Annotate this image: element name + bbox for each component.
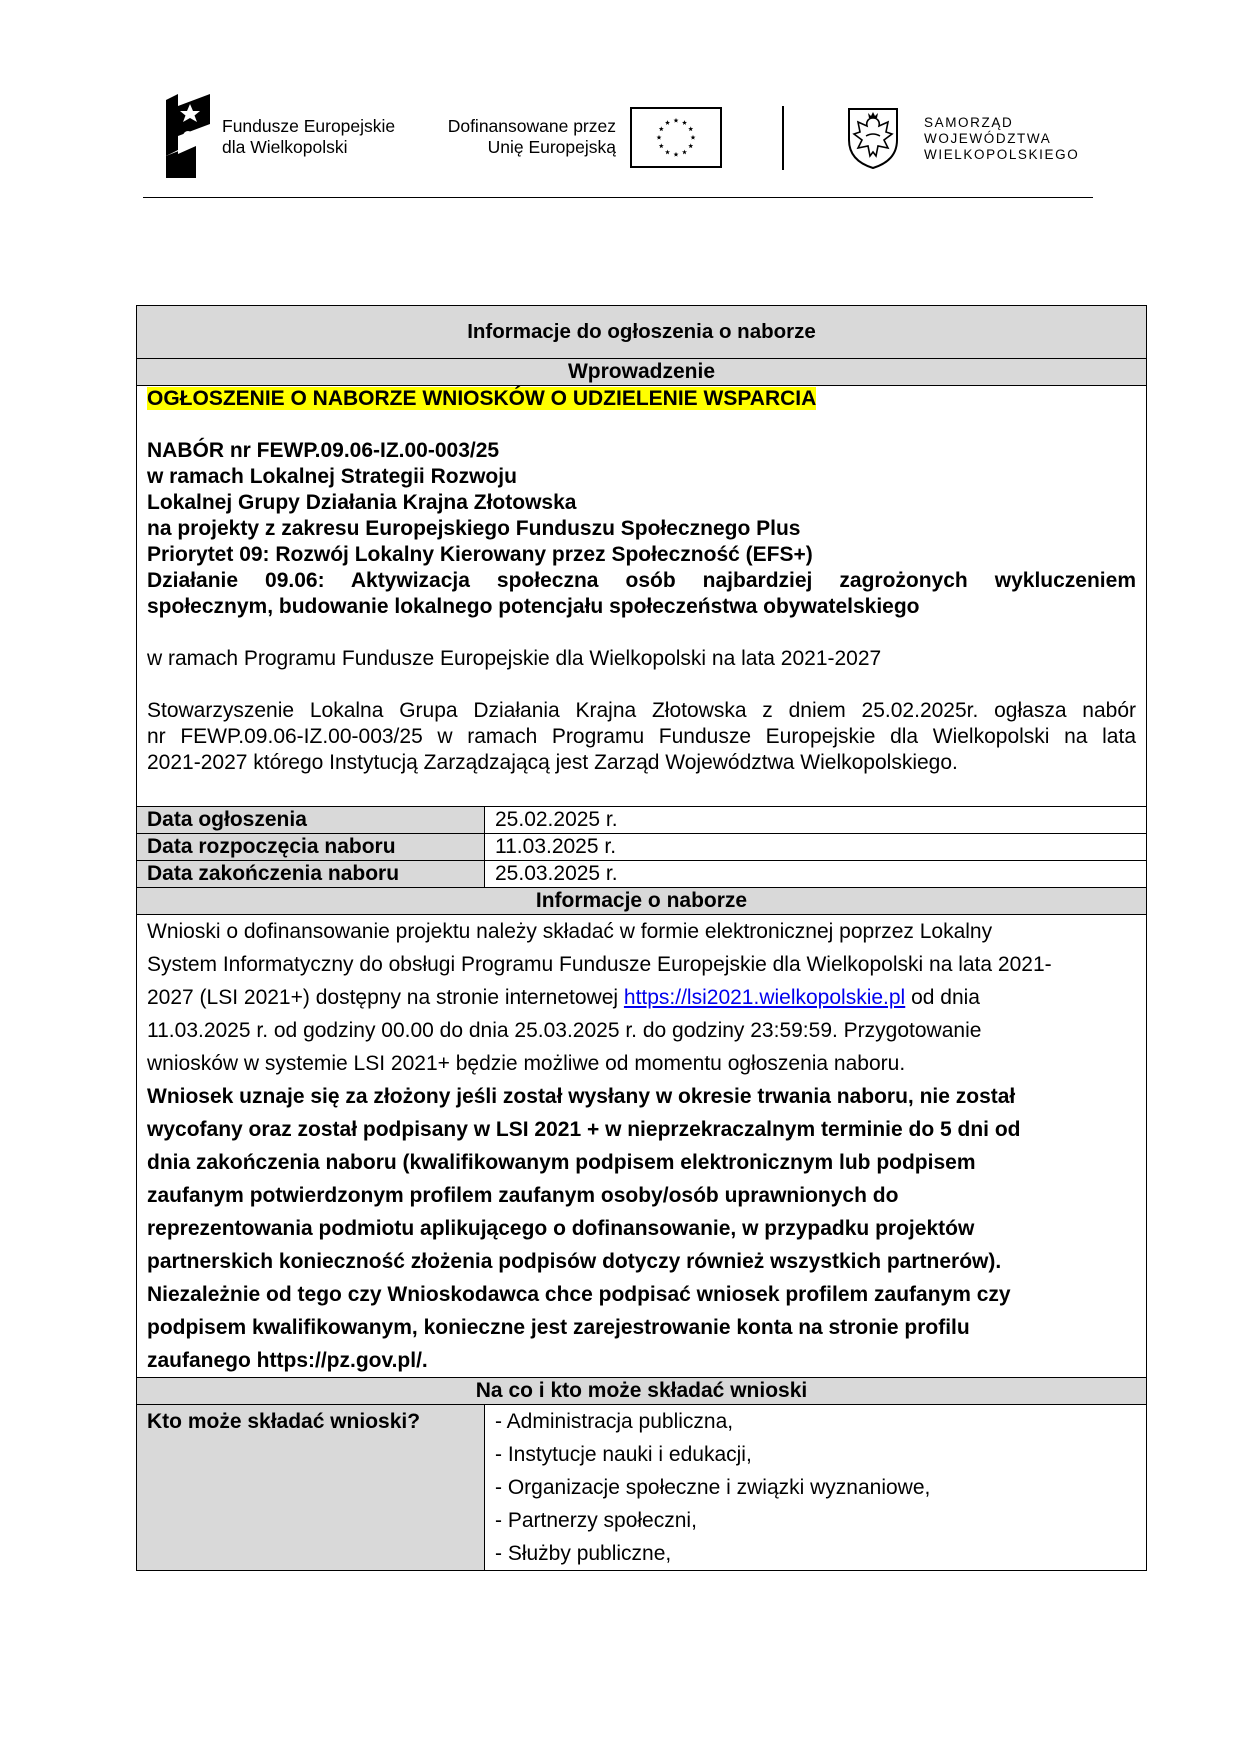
list-item: - Organizacje społeczne i związki wyznaniowe, xyxy=(495,1476,931,1499)
fe-logo-text xyxy=(222,116,395,158)
assoc-line3: 2021-2027 którego Instytucją Zarządzającą jest Zarząd Województwa Wielkopolskiego. xyxy=(147,751,958,774)
lsi-link[interactable]: https://lsi2021.wielkopolskie.pl xyxy=(623,986,906,1009)
date-value: 11.03.2025 r. xyxy=(485,834,1147,861)
who-section-row xyxy=(137,1378,1147,1405)
date-row xyxy=(137,861,1147,888)
announcement-table xyxy=(136,305,1147,1571)
samorzad-line1: SAMORZĄD xyxy=(924,115,1014,130)
intro-row xyxy=(137,386,1147,807)
list-item: - Partnerzy społeczni, xyxy=(495,1509,697,1532)
nabor-number: NABÓR nr FEWP.09.06-IZ.00-003/25 xyxy=(147,439,500,462)
cofinanced-line2: Unię Europejską xyxy=(487,137,616,157)
bold-line: Niezależnie od tego czy Wnioskodawca chce podpisać wniosek profilem zaufanym czy xyxy=(147,1283,1011,1306)
bold-line: Wniosek uznaje się za złożony jeśli został wysłany w okresie trwania naboru, nie został xyxy=(147,1085,1016,1108)
samorzad-line2: WOJEWÓDZTWA xyxy=(924,131,1052,146)
bold-line: dnia zakończenia naboru (kwalifikowanym podpisem elektronicznym lub podpisem xyxy=(147,1151,976,1174)
date-row xyxy=(137,807,1147,834)
date-value: 25.03.2025 r. xyxy=(485,861,1147,888)
page-header xyxy=(0,0,1240,200)
cofinanced-line1: Dofinansowane przez xyxy=(447,116,616,136)
who-list xyxy=(485,1405,1147,1571)
priority-line: Priorytet 09: Rozwój Lokalny Kierowany przez Społeczność (EFS+) xyxy=(147,543,813,566)
list-item: - Administracja publiczna, xyxy=(495,1410,734,1433)
info-section-row xyxy=(137,888,1147,915)
assoc-line1: Stowarzyszenie Lokalna Grupa Działania Krajna Złotowska z dniem 25.02.2025r. ogłasza nabór xyxy=(147,699,1136,722)
info-line3 xyxy=(147,981,1136,1014)
table-title-row xyxy=(137,306,1147,359)
header-divider xyxy=(782,106,784,170)
action-line2: społecznym, budowanie lokalnego potencjału społeczeństwa obywatelskiego xyxy=(147,595,920,618)
program-line: w ramach Programu Fundusze Europejskie dla Wielkopolski na lata 2021-2027 xyxy=(147,647,882,670)
list-item: - Instytucje nauki i edukacji, xyxy=(495,1443,752,1466)
bold-line: zaufanym potwierdzonym profilem zaufanym osoby/osób uprawnionych do xyxy=(147,1184,899,1207)
bold-line: wycofany oraz został podpisany w LSI 2021 + w nieprzekraczalnym terminie do 5 dni od xyxy=(147,1118,1021,1141)
date-row xyxy=(137,834,1147,861)
bold-line: partnerskich konieczność złożenia podpisów dotyczy również wszystkich partnerów). xyxy=(147,1250,1002,1273)
table-title: Informacje do ogłoszenia o naborze xyxy=(137,306,1147,359)
header-rule xyxy=(143,197,1093,198)
bold-line: podpisem kwalifikowanym, konieczne jest zarejestrowanie konta na stronie profilu xyxy=(147,1316,970,1339)
info-row xyxy=(137,915,1147,1378)
intro-content xyxy=(137,386,1147,807)
lsr-line: w ramach Lokalnej Strategii Rozwoju xyxy=(147,465,517,488)
bold-line: reprezentowania podmiotu aplikującego o dofinansowanie, w przypadku projektów xyxy=(147,1217,975,1240)
announcement-heading: OGŁOSZENIE O NABORZE WNIOSKÓW O UDZIELENIE WSPARCIA xyxy=(147,387,817,410)
list-item: - Służby publiczne, xyxy=(495,1542,672,1565)
action-line1: Działanie 09.06: Aktywizacja społeczna osób najbardziej zagrożonych wykluczeniem xyxy=(147,569,1136,592)
lgd-line: Lokalnej Grupy Działania Krajna Złotowska xyxy=(147,491,577,514)
who-section-header: Na co i kto może składać wnioski xyxy=(137,1378,1147,1405)
intro-section-row xyxy=(137,359,1147,386)
samorzad-text xyxy=(924,115,1079,163)
assoc-line2: nr FEWP.09.06-IZ.00-003/25 w ramach Programu Fundusze Europejskie dla Wielkopolski na lata xyxy=(147,725,1136,748)
who-label: Kto może składać wnioski? xyxy=(137,1405,485,1571)
who-row xyxy=(137,1405,1147,1571)
eu-flag-icon xyxy=(630,107,722,168)
info-line2: System Informatyczny do obsługi Programu Fundusze Europejskie dla Wielkopolski na lata 2021- xyxy=(147,953,1052,976)
intro-section-header: Wprowadzenie xyxy=(137,359,1147,386)
fe-logo-line1: Fundusze Europejskie xyxy=(222,116,396,136)
efs-line: na projekty z zakresu Europejskiego Funduszu Społecznego Plus xyxy=(147,517,801,540)
info-content xyxy=(137,915,1147,1378)
info-line3-post: od dnia xyxy=(905,986,980,1009)
info-line4: 11.03.2025 r. od godziny 00.00 do dnia 25.03.2025 r. do godziny 23:59:59. Przygotowanie xyxy=(147,1019,982,1042)
coat-of-arms-icon xyxy=(846,106,900,170)
info-line5: wniosków w systemie LSI 2021+ będzie możliwe od momentu ogłoszenia naboru. xyxy=(147,1052,906,1075)
date-label: Data zakończenia naboru xyxy=(137,861,485,888)
fundusze-europejskie-logo-icon xyxy=(166,94,210,178)
date-label: Data rozpoczęcia naboru xyxy=(137,834,485,861)
info-line3-pre: 2027 (LSI 2021+) dostępny na stronie internetowej xyxy=(147,986,624,1009)
bold-line: zaufanego https://pz.gov.pl/. xyxy=(147,1349,428,1372)
date-value: 25.02.2025 r. xyxy=(485,807,1147,834)
samorzad-line3: WIELKOPOLSKIEGO xyxy=(924,147,1080,162)
fe-logo-line2: dla Wielkopolski xyxy=(222,137,348,157)
info-line1: Wnioski o dofinansowanie projektu należy składać w formie elektronicznej poprzez Lokalny xyxy=(147,920,993,943)
date-label: Data ogłoszenia xyxy=(137,807,485,834)
info-section-header: Informacje o naborze xyxy=(137,888,1147,915)
cofinanced-text xyxy=(420,116,616,158)
